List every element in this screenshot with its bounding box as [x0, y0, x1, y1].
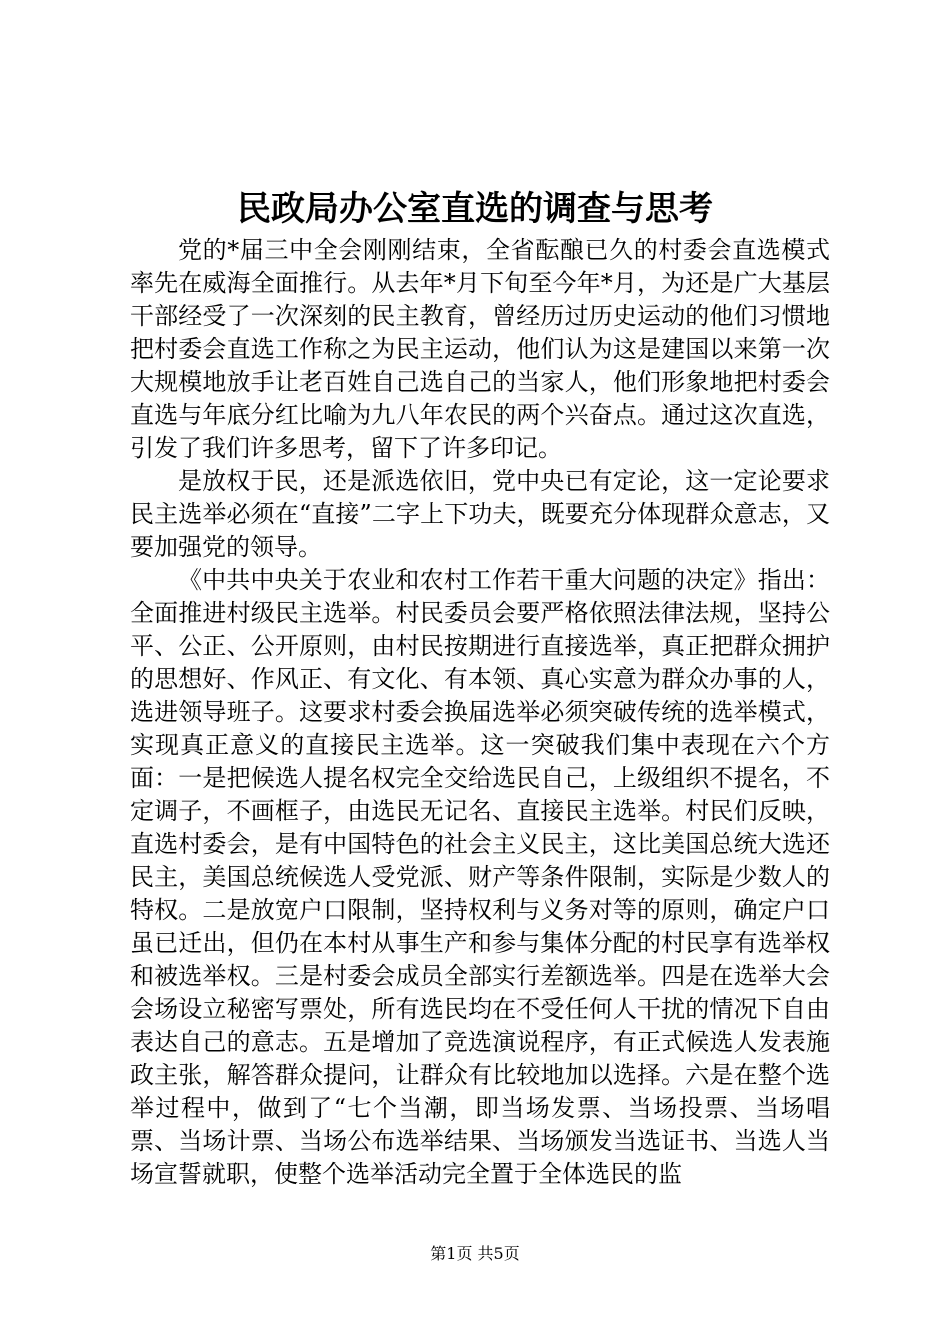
document-body — [130, 234, 830, 1191]
page-footer: 第1页 共5页 — [430, 1244, 520, 1263]
paragraph-1: 党的*届三中全会刚刚结束，全省酝酿已久的村委会直选模式率先在威海全面推行。从去年*月下旬至今年*月，为还是广大基层干部经受了一次深刻的民主教育，曾经历过历史运动的他们习惯地把村委会直选工作称之为民主运动，他们认为这是建国以来第一次大规模地放手让老百姓自己选自己的当家人，他们形象地把村委会直选与年底分红比喻为九八年农民的两个兴奋点。通过这次直选，引发了我们许多思考，留下了许多印记。 — [130, 236, 830, 462]
paragraph-3: 《中共中央关于农业和农村工作若干重大问题的决定》指出：全面推进村级民主选举。村民委员会要严格依照法律法规，坚持公平、公正、公开原则，由村民按期进行直接选举，真正把群众拥护的思想好、作风正、有文化、有本领、真心实意为群众办事的人，选进领导班子。这要求村委会换届选举必须突破传统的选举模式，实现真正意义的直接民主选举。这一突破我们集中表现在六个方面：一是把候选人提名权完全交给选民自己，上级组织不提名，不定调子，不画框子，由选民无记名、直接民主选举。村民们反映，直选村委会，是有中国特色的社会主义民主，这比美国总统大选还民主，美国总统候选人受党派、财产等条件限制，实际是少数人的特权。二是放宽户口限制，坚持权利与义务对等的原则，确定户口虽已迁出，但仍在本村从事生产和参与集体分配的村民享有选举权和被选举权。三是村委会成员全部实行差额选举。四是在选举大会会场设立秘密写票处，所有选民均在不受任何人干扰的情况下自由表达自己的意志。五是增加了竞选演说程序，有正式候选人发表施政主张，解答群众提问，让群众有比较地加以选择。六是在整个选举过程中，做到了“七个当潮，即当场发票、当场投票、当场唱票、当场计票、当场公布选举结果、当场颁发当选证书、当选人当场宣誓就职，使整个选举活动完全置于全体选民的监 — [130, 566, 830, 1188]
paragraph-2: 是放权于民，还是派选依旧，党中央已有定论，这一定论要求民主选举必须在“直接”二字上下功夫，既要充分体现群众意志，又要加强党的领导。 — [130, 467, 830, 561]
document-title: 民政局办公室直选的调查与思考 — [237, 189, 713, 229]
